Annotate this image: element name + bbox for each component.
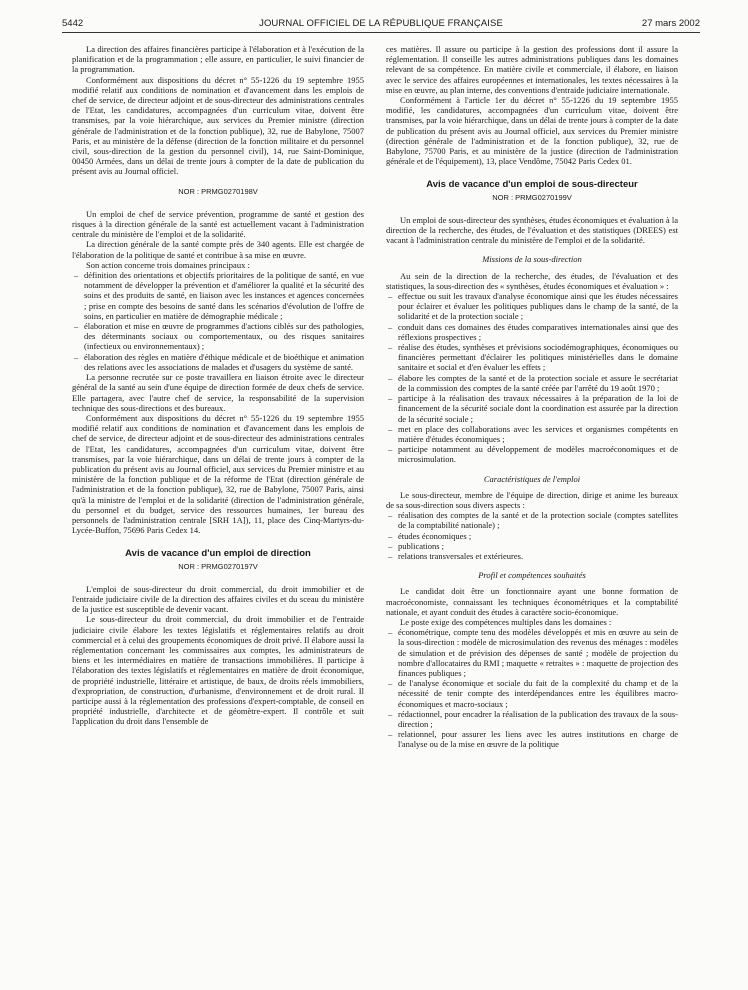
list-item: – études économiques ; (398, 531, 678, 541)
list-item: – élaboration et mise en œuvre de programmes d'actions ciblés sur des pathologies, des déterminants sociaux ou comportementaux, ou des risques sanitaires (infectieux ou environnementaux) ; (84, 321, 364, 352)
list-item: – relations transversales et extérieures. (398, 551, 678, 561)
paragraph: La personne recrutée sur ce poste travaillera en liaison étroite avec le directeur général de la santé au sein d'une équipe de direction formée de deux chefs de service. Elle partagera, avec l'autre chef de service, la responsabilité de la supervision technique des sous-directions et des bureaux. (72, 372, 364, 413)
nor-reference: NOR : PRMG0270198V (178, 186, 258, 196)
paragraph: Conformément aux dispositions du décret n° 55-1226 du 19 septembre 1955 modifié relatif aux conditions de nomination et d'avancement dans les emplois de chef de service, de directeur adjoint et de sous-directeur des administrations centrales de l'Etat, les candidatures, accompagnées d'un curriculum vitae, doivent être transmises, par la voie hiérarchique, dans un délai de trente jours à compter de la publication du présent avis au Journal officiel, aux services du Premier ministre et au ministère de la fonction publique et de la réforme de l'Etat (direction générale de l'administration et de la fonction publique), 32, rue de Babylone, 75007 Paris, ainsi qu'à la ministre de l'emploi et de la solidarité (direction de l'administration générale, du personnel et du budget, service des ressources humaines, 1er bureau des personnels de l'administration centrale [SRH 1A]), 11, place des Cinq-Martyrs-du-Lycée-Buffon, 75696 Paris Cedex 14. (72, 412, 364, 536)
paragraph: Le sous-directeur du droit commercial, du droit immobilier et de l'entraide judiciaire civile élabore les textes législatifs et réglementaires relatifs au droit commercial et à celui des groupements économiques de droit privé. Il élabore aussi la réglementation concernant les commissaires aux comptes, les administrateurs de biens et les intermédiaires en matière de transactions immobilières. Il participe à l'élaboration des textes législatifs et réglementaires en matière de droit économique, de propriété industrielle, littéraire et artistique, de baux, de droits réels immobiliers, d'expropriation, de construction, d'urbanisme, d'environnement et de droit rural. Il participe aussi à la réglementation des professions d'expert-comptable, de conseil en propriété industrielle, d'architecte et de géomètre-expert. Il contrôle et suit l'application du droit dans l'ensemble de (72, 614, 364, 727)
page-header (62, 14, 700, 34)
list-item: – relationnel, pour assurer les liens avec les autres institutions en charge de l'analyse ou de la mise en œuvre de la politique (398, 729, 678, 749)
paragraph: Le poste exige des compétences multiples dans les domaines : (400, 616, 612, 627)
header-rule (62, 32, 700, 33)
domain-list (72, 270, 364, 372)
list-item: – participe notamment au développement de modèles macroéconomiques et de microsimulation. (398, 444, 678, 464)
paragraph: Un emploi de sous-directeur des synthèses, études économiques et évaluation à la direction de la recherche, des études, de l'évaluation et des statistiques (DREES) est vacant à l'administration centrale du ministère de l'emploi et de la solidarité. (386, 214, 678, 246)
section-heading: Avis de vacance d'un emploi de sous-directeur (426, 179, 638, 191)
right-column (386, 44, 678, 984)
list-item: – définition des orientations et objectifs prioritaires de la politique de santé, en vue notamment de développer la prévention et d'améliorer la qualité et la sécurité des soins et des produits de santé, en liaison avec les instances et agences concernées ; prise en compte des besoins de santé dans les scénarios d'évolution de l'offre de soins, en particulier en matière de démographie médicale ; (84, 270, 364, 321)
list-item: – participe à la réalisation des travaux nécessaires à la préparation de la loi de financement de la sécurité sociale dont la coordination est assurée par la direction de la sécurité sociale ; (398, 393, 678, 424)
page-number: 5442 (62, 18, 84, 29)
subheading: Missions de la sous-direction (482, 254, 582, 265)
list-item: – conduit dans ces domaines des études comparatives internationales ainsi que des réflexions prospectives ; (398, 322, 678, 342)
nor-reference: NOR : PRMG0270197V (178, 561, 258, 571)
list-item: – élabore les comptes de la santé et de la protection sociale et assure le secrétariat de la commission des comptes de la santé créée par l'arrêté du 19 août 1970 ; (398, 373, 678, 393)
list-item: – élaboration des règles en matière d'éthique médicale et de bioéthique et animation des relations avec les associations de malades et d'usagers du système de santé. (84, 352, 364, 372)
paragraph: Son action concerne trois domaines principaux : (86, 259, 250, 270)
list-item: – effectue ou suit les travaux d'analyse économique ainsi que les études nécessaires pour éclairer et évaluer les politiques publiques dans le champ de la santé, de la solidarité et de la protection sociale ; (398, 291, 678, 322)
paragraph: L'emploi de sous-directeur du droit commercial, du droit immobilier et de l'entraide judiciaire civile de la direction des affaires civiles et du sceau du ministère de la justice est susceptible de devenir vacant. (72, 583, 364, 615)
issue-date: 27 mars 2002 (641, 18, 700, 29)
paragraph: Le sous-directeur, membre de l'équipe de direction, dirige et anime les bureaux de sa sous-direction sous divers aspects : (386, 489, 678, 510)
missions-list (386, 291, 678, 464)
list-item: – économétrique, compte tenu des modèles développés et mis en œuvre au sein de la sous-direction : modèle de microsimulation des revenus des ménages : modèles de simulation et de prévision des dépenses de santé ; modèle de projection du nombre d'allocataires du RMI ; maquette « retraites » : maquette de projection des finances publiques ; (398, 627, 678, 678)
paragraph: ces matières. Il assure ou participe à la gestion des professions dont il assure la réglementation. Il conseille les autres administrations publiques dans les domaines relevant de sa compétence. En matière civile et commerciale, il élabore, en liaison avec le service des affaires européennes et internationales, les textes nécessaires à la mise en œuvre, au plan interne, des conventions d'entraide judiciaire internationale. (386, 44, 678, 95)
paragraph: Un emploi de chef de service prévention, programme de santé et gestion des risques à la direction générale de la santé est actuellement vacant à l'administration centrale du ministère de l'emploi et de la solidarité. (72, 208, 364, 240)
paragraph: Le candidat doit être un fonctionnaire ayant une bonne formation de macroéconomiste, connaissant les techniques économétriques et la comptabilité nationale, et ayant conduit des études à caractère socio-économique. (386, 586, 678, 617)
subheading: Caractéristiques de l'emploi (483, 473, 581, 484)
nor-reference: NOR : PRMG0270199V (492, 192, 572, 202)
paragraph: La direction des affaires financières participe à l'élaboration et à l'exécution de la planification et de la programmation ; elle assure, en particulier, le suivi financier de la programmation. (72, 44, 364, 75)
list-item: – de l'analyse économique et sociale du fait de la complexité du champ et de la nécessité de tenir compte des interdépendances entre les équilibres macro-économiques et macro-sociaux ; (398, 678, 678, 709)
list-item: – réalise des études, synthèses et prévisions sociodémographiques, économiques ou financières permettant d'éclairer les politiques ministérielles dans le domaine sanitaire et social et d'en évaluer les effets ; (398, 342, 678, 373)
skills-list (386, 627, 678, 749)
list-item: – publications ; (398, 541, 678, 551)
paragraph: La direction générale de la santé compte près de 340 agents. Elle est chargée de l'élaboration de la politique de santé et contribue à sa mise en œuvre. (72, 239, 364, 260)
paragraph: Conformément aux dispositions du décret n° 55-1226 du 19 septembre 1955 modifié relatif aux conditions de nomination et d'avancement dans les emplois de chef de service, de directeur adjoint et de sous-directeur des administrations centrales de l'Etat, les candidatures, accompagnées d'un curriculum vitae, doivent être transmises, par la voie hiérarchique, aux services du Premier ministre (direction générale de l'administration et de la fonction publique), 32, rue de Babylone, 75007 Paris, et au ministère de la défense (direction de la fonction militaire et du personnel civil, sous-direction de la gestion du personnel civil), 14, rue Saint-Dominique, 00450 Armées, dans un délai de trente jours à compter de la date de publication du présent avis au Journal officiel. (72, 74, 364, 177)
aspects-list (386, 510, 678, 561)
paragraph: Conformément à l'article 1er du décret n° 55-1226 du 19 septembre 1955 modifié, les candidatures, accompagnées d'un curriculum vitae, doivent être transmises, par la voie hiérarchique, dans un délai de trente jours à compter de la date de publication du présent avis au Journal officiel, aux services du Premier ministre (direction générale de l'administration et de la fonction publique), 32, rue de Babylone, 75700 Paris, et au ministère de la justice (direction de l'administration générale et de l'équipement), 13, place Vendôme, 75042 Paris Cedex 01. (386, 95, 678, 167)
left-column (72, 44, 364, 984)
paragraph: Au sein de la direction de la recherche, des études, de l'évaluation et des statistiques, la sous-direction des « synthèses, études économiques et évaluation » : (386, 270, 678, 291)
list-item: – réalisation des comptes de la santé et de la protection sociale (comptes satellites de la comptabilité nationale) ; (398, 510, 678, 530)
subheading: Profil et compétences souhaités (478, 570, 586, 581)
list-item: – rédactionnel, pour encadrer la réalisation de la publication des travaux de la sous-direction ; (398, 709, 678, 729)
section-heading: Avis de vacance d'un emploi de direction (125, 548, 311, 560)
journal-title: JOURNAL OFFICIEL DE LA RÉPUBLIQUE FRANÇAISE (259, 18, 503, 29)
list-item: – met en place des collaborations avec les services et organismes compétents en matière d'études économiques ; (398, 424, 678, 444)
